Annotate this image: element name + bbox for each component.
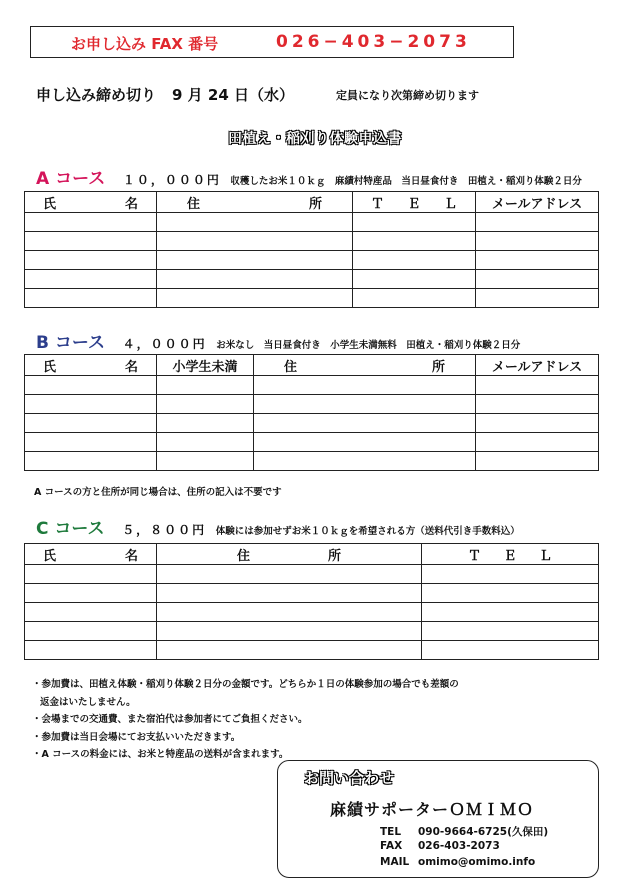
- table-row[interactable]: [25, 584, 599, 603]
- note-line: 返金はいたしません。: [40, 696, 136, 708]
- course-a-header: [36, 164, 582, 189]
- note-line: ・会場までの交通費、また宿泊代は参加者にてご負担ください。: [32, 714, 308, 725]
- header-email: メールアドレス: [476, 355, 599, 376]
- table-row[interactable]: [25, 641, 599, 660]
- course-c-price: ５，８００円: [122, 523, 207, 537]
- table-row[interactable]: [25, 232, 599, 251]
- header-tel: Ｔ Ｅ Ｌ: [353, 192, 476, 213]
- table-header-row: [25, 355, 599, 376]
- course-b-name: B コース: [36, 333, 106, 353]
- course-c-name: C コース: [36, 519, 105, 539]
- table-row[interactable]: [25, 289, 599, 308]
- course-a-price: １０，０００円: [122, 173, 221, 187]
- deadline-date: 9 月 24 日（水）: [172, 86, 294, 104]
- table-row[interactable]: [25, 433, 599, 452]
- header-name: 氏 名: [25, 192, 157, 213]
- table-row[interactable]: [25, 622, 599, 641]
- table-header-row: [25, 192, 599, 213]
- note-line: ・A コースの料金には、お米と特産品の送料が含まれます。: [32, 749, 289, 760]
- header-address: 住 所: [157, 544, 422, 565]
- header-name: 氏 名: [25, 544, 157, 565]
- contact-tel: TEL 090-9664-6725(久保田): [380, 826, 549, 838]
- form-title: 田植え・稲刈り体験申込書: [228, 131, 402, 147]
- table-row[interactable]: [25, 376, 599, 395]
- table-row[interactable]: [25, 395, 599, 414]
- table-row[interactable]: [25, 414, 599, 433]
- contact-box: [277, 760, 599, 878]
- header-name: 氏 名: [25, 355, 157, 376]
- course-a-name: A コース: [36, 169, 106, 189]
- contact-org: 麻績サポーターＯＭＩＭＯ: [330, 800, 535, 819]
- header-under-school-age: 小学生未満: [157, 355, 254, 376]
- table-row[interactable]: [25, 251, 599, 270]
- course-b-price: ４，０００円: [122, 337, 207, 351]
- fax-number-box: [30, 26, 514, 58]
- notes: [32, 676, 459, 764]
- course-c-table: [24, 543, 599, 660]
- table-row[interactable]: [25, 452, 599, 471]
- course-a-table: [24, 191, 599, 308]
- deadline-label: 申し込み締め切り: [36, 86, 157, 104]
- contact-fax: FAX 026-403-2073: [380, 840, 500, 852]
- note-line: ・参加費は当日会場にてお支払いいただきます。: [32, 731, 241, 743]
- table-row[interactable]: [25, 270, 599, 289]
- course-b-description: お米なし 当日昼食付き 小学生未満無料 田植え・稲刈り体験２日分: [216, 340, 521, 351]
- deadline-note: 定員になり次第締め切ります: [336, 89, 479, 102]
- header-email: メールアドレス: [476, 192, 599, 213]
- note-line: ・参加費は、田植え体験・稲刈り体験２日分の金額です。どちらか１日の体験参加の場合でも差額の: [32, 679, 459, 690]
- table-row[interactable]: [25, 603, 599, 622]
- course-a-description: 収穫したお米１０ｋｇ 麻績村特産品 当日昼食付き 田植え・稲刈り体験２日分: [230, 176, 582, 187]
- fax-number: 026−403−2073: [276, 32, 471, 52]
- header-address: 住 所: [157, 192, 353, 213]
- contact-title: お問い合わせ: [304, 769, 395, 787]
- table-header-row: [25, 544, 599, 565]
- deadline: [36, 84, 294, 105]
- table-row[interactable]: [25, 213, 599, 232]
- course-b-table: [24, 354, 599, 471]
- contact-mail: MAIL omimo@omimo.info: [380, 856, 536, 868]
- header-address: 住 所: [254, 355, 476, 376]
- course-c-description: 体験には参加せずお米１０ｋｇを希望される方（送料代引き手数料込）: [215, 526, 520, 537]
- course-c-header: [36, 514, 520, 539]
- header-tel: Ｔ Ｅ Ｌ: [422, 544, 599, 565]
- course-b-header: [36, 328, 520, 353]
- fax-label: お申し込み FAX 番号: [71, 35, 219, 53]
- table-row[interactable]: [25, 565, 599, 584]
- course-b-note: A コースの方と住所が同じ場合は、住所の記入は不要です: [34, 487, 282, 498]
